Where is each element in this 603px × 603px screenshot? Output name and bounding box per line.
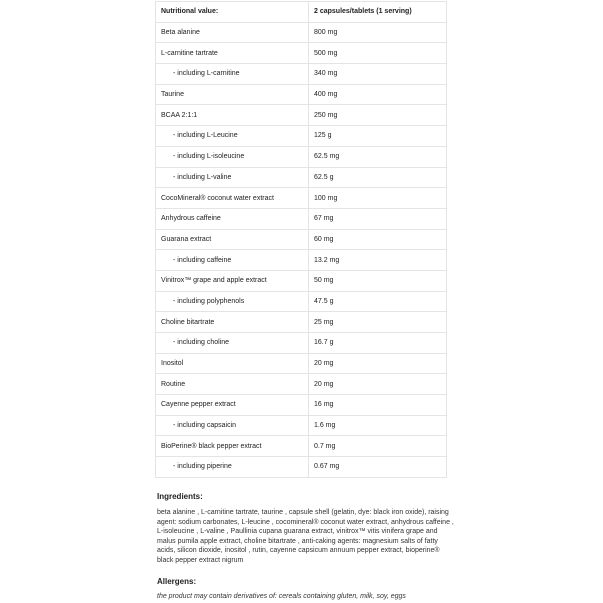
nutrient-name: - including choline bbox=[156, 333, 309, 354]
nutrient-name: Vinitrox™ grape and apple extract bbox=[156, 270, 309, 291]
table-row bbox=[156, 22, 447, 43]
ingredients-section bbox=[157, 492, 457, 566]
nutrient-value: 500 mg bbox=[309, 43, 447, 64]
nutrient-value: 250 mg bbox=[309, 105, 447, 126]
table-row bbox=[156, 64, 447, 85]
allergens-heading: Allergens: bbox=[157, 577, 197, 586]
table-row bbox=[156, 436, 447, 457]
nutrient-value: 800 mg bbox=[309, 22, 447, 43]
header-nutritional-value: Nutritional value: bbox=[156, 2, 309, 23]
nutrient-value: 125 g bbox=[309, 126, 447, 147]
table-row bbox=[156, 333, 447, 354]
nutrient-name: BCAA 2:1:1 bbox=[156, 105, 309, 126]
nutrient-name: - including capsaicin bbox=[156, 415, 309, 436]
table-row bbox=[156, 415, 447, 436]
table-row bbox=[156, 270, 447, 291]
table-row bbox=[156, 188, 447, 209]
nutrient-name: Guarana extract bbox=[156, 229, 309, 250]
allergens-section bbox=[157, 577, 457, 602]
nutrient-value: 400 mg bbox=[309, 84, 447, 105]
ingredients-text: beta alanine , L-carnitine tartrate, taurine , capsule shell (gelatin, dye: black iron oxide), raising agent: sodium carbonates, L-leucine , cocomineral® coconut water extract, anhydrous caffeine , L-isoleucine , L-valine , Paullinia cupana guarana extract, vinitrox™ vitis vinifera grape and malus pumila apple extract, choline bitartrate , anti-caking agents: magnesium salts of fatty acids, silicon dioxide, inositol , rutin, cayenne capsicum annuum pepper extract, bioperine® black pepper extract nigrum bbox=[157, 509, 454, 564]
nutrient-name: - including L-carnitine bbox=[156, 64, 309, 85]
nutrient-name: - including polyphenols bbox=[156, 291, 309, 312]
allergens-text: the product may contain derivatives of: cereals containing gluten, milk, soy, eggs bbox=[157, 593, 406, 600]
nutrient-value: 13.2 mg bbox=[309, 250, 447, 271]
table-row bbox=[156, 395, 447, 416]
nutrient-name: Inositol bbox=[156, 353, 309, 374]
nutrient-value: 25 mg bbox=[309, 312, 447, 333]
nutrient-name: L-carnitine tartrate bbox=[156, 43, 309, 64]
nutrient-value: 62.5 mg bbox=[309, 146, 447, 167]
table-row bbox=[156, 43, 447, 64]
table-row bbox=[156, 457, 447, 478]
nutrient-value: 1.6 mg bbox=[309, 415, 447, 436]
nutrient-value: 340 mg bbox=[309, 64, 447, 85]
nutrient-value: 67 mg bbox=[309, 208, 447, 229]
nutrient-name: - including L-Leucine bbox=[156, 126, 309, 147]
table-row bbox=[156, 146, 447, 167]
nutrient-value: 47.5 g bbox=[309, 291, 447, 312]
nutrient-value: 0.67 mg bbox=[309, 457, 447, 478]
table-header-row bbox=[156, 2, 447, 23]
nutrient-value: 16 mg bbox=[309, 395, 447, 416]
nutrient-value: 20 mg bbox=[309, 353, 447, 374]
nutrition-table-body bbox=[156, 22, 447, 477]
table-row bbox=[156, 374, 447, 395]
table-row bbox=[156, 126, 447, 147]
nutrient-name: Cayenne pepper extract bbox=[156, 395, 309, 416]
nutrient-name: Taurine bbox=[156, 84, 309, 105]
nutrient-name: - including piperine bbox=[156, 457, 309, 478]
table-row bbox=[156, 353, 447, 374]
nutrition-table bbox=[155, 1, 447, 478]
table-row bbox=[156, 250, 447, 271]
nutrient-value: 60 mg bbox=[309, 229, 447, 250]
nutrient-name: Anhydrous caffeine bbox=[156, 208, 309, 229]
nutrient-name: Beta alanine bbox=[156, 22, 309, 43]
table-row bbox=[156, 84, 447, 105]
nutrient-name: Choline bitartrate bbox=[156, 312, 309, 333]
nutrient-name: - including caffeine bbox=[156, 250, 309, 271]
table-row bbox=[156, 167, 447, 188]
table-row bbox=[156, 208, 447, 229]
nutrient-value: 0.7 mg bbox=[309, 436, 447, 457]
nutrient-name: Routine bbox=[156, 374, 309, 395]
nutrient-name: - including L-valine bbox=[156, 167, 309, 188]
ingredients-heading: Ingredients: bbox=[157, 492, 203, 501]
nutrient-value: 62.5 g bbox=[309, 167, 447, 188]
table-row bbox=[156, 105, 447, 126]
nutrient-name: CocoMineral® coconut water extract bbox=[156, 188, 309, 209]
table-row bbox=[156, 291, 447, 312]
nutrient-value: 50 mg bbox=[309, 270, 447, 291]
nutrient-value: 20 mg bbox=[309, 374, 447, 395]
nutrient-value: 16.7 g bbox=[309, 333, 447, 354]
header-serving: 2 capsules/tablets (1 serving) bbox=[309, 2, 447, 23]
table-row bbox=[156, 229, 447, 250]
nutrient-name: BioPerine® black pepper extract bbox=[156, 436, 309, 457]
nutrient-name: - including L-isoleucine bbox=[156, 146, 309, 167]
nutrient-value: 100 mg bbox=[309, 188, 447, 209]
table-row bbox=[156, 312, 447, 333]
